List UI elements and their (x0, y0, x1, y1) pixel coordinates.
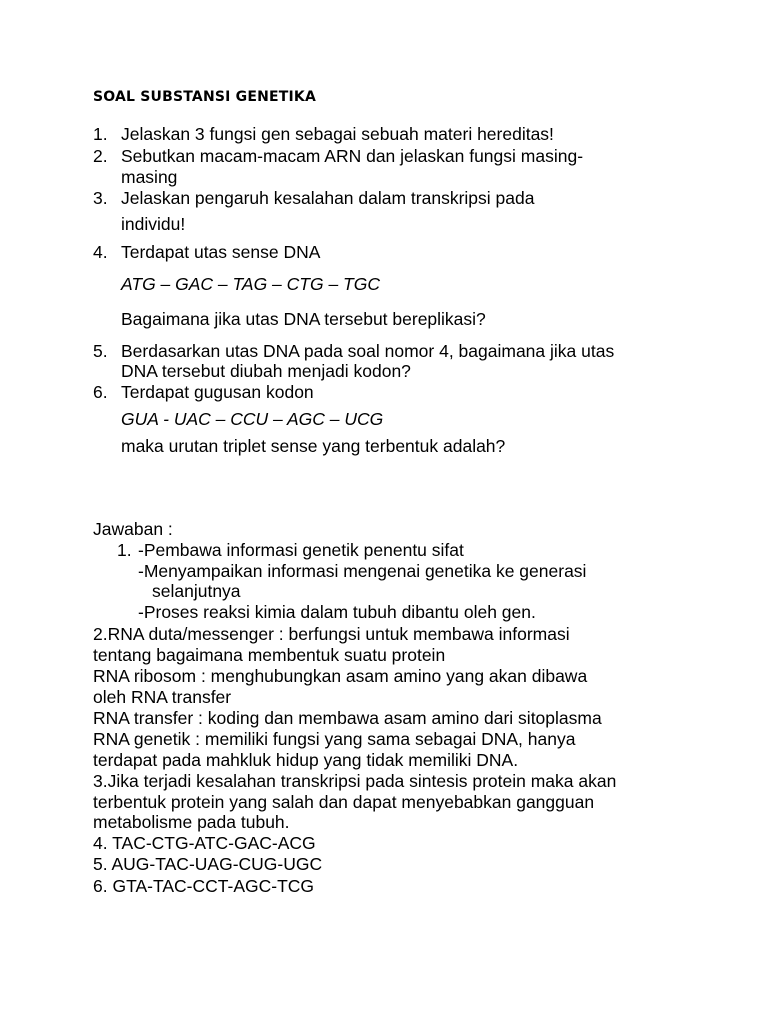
answer-2-line-2: tentang bagaimana membentuk suatu protein (93, 645, 446, 665)
answer-2-line-4: oleh RNA transfer (93, 687, 232, 707)
answer-2-line-1: 2.RNA duta/messenger : berfungsi untuk membawa informasi (93, 624, 570, 644)
answer-2-line-7: terdapat pada mahkluk hidup yang tidak memiliki DNA. (93, 750, 519, 770)
answer-1-line-1: -Pembawa informasi genetik penentu sifat (138, 540, 464, 560)
answer-1-line-3: selanjutnya (152, 581, 241, 601)
question-5-text-line-2: DNA tersebut diubah menjadi kodon? (121, 361, 411, 381)
question-3-text-line-2: individu! (121, 214, 186, 234)
question-4-text: Terdapat utas sense DNA (121, 242, 321, 262)
question-5-number: 5. (93, 341, 108, 361)
question-6-followup: maka urutan triplet sense yang terbentuk adalah? (121, 436, 506, 456)
answer-2-line-6: RNA genetik : memiliki fungsi yang sama sebagai DNA, hanya (93, 729, 576, 749)
question-2-number: 2. (93, 146, 108, 166)
answers-heading: Jawaban : (93, 519, 173, 539)
answer-3-line-2: terbentuk protein yang salah dan dapat menyebabkan gangguan (93, 792, 595, 812)
question-2-text-line-1: Sebutkan macam-macam ARN dan jelaskan fungsi masing- (121, 146, 584, 166)
question-4-number: 4. (93, 242, 108, 262)
question-3-number: 3. (93, 188, 108, 208)
question-6-number: 6. (93, 382, 108, 402)
answer-3-line-3: metabolisme pada tubuh. (93, 812, 290, 832)
question-6-codon-sequence: GUA - UAC – CCU – AGC – UCG (121, 409, 384, 429)
answer-4: 4. TAC-CTG-ATC-GAC-ACG (93, 833, 316, 853)
question-1-number: 1. (93, 124, 108, 144)
question-2-text-line-2: masing (121, 167, 178, 187)
question-4-dna-sequence: ATG – GAC – TAG – CTG – TGC (121, 274, 380, 294)
answer-2-line-3: RNA ribosom : menghubungkan asam amino yang akan dibawa (93, 666, 588, 686)
question-3-text-line-1: Jelaskan pengaruh kesalahan dalam transkripsi pada (121, 188, 535, 208)
question-4-followup: Bagaimana jika utas DNA tersebut bereplikasi? (121, 309, 486, 329)
answer-3-line-1: 3.Jika terjadi kesalahan transkripsi pada sintesis protein maka akan (93, 771, 617, 791)
answer-5: 5. AUG-TAC-UAG-CUG-UGC (93, 854, 323, 874)
question-5-text-line-1: Berdasarkan utas DNA pada soal nomor 4, bagaimana jika utas (121, 341, 615, 361)
question-1-text: Jelaskan 3 fungsi gen sebagai sebuah materi hereditas! (121, 124, 554, 144)
answer-6: 6. GTA-TAC-CCT-AGC-TCG (93, 876, 315, 896)
answer-1-number: 1. (117, 540, 132, 560)
answer-1-line-4: -Proses reaksi kimia dalam tubuh dibantu oleh gen. (138, 602, 536, 622)
answer-1-line-2: -Menyampaikan informasi mengenai genetika ke generasi (138, 561, 587, 581)
answer-2-line-5: RNA transfer : koding dan membawa asam amino dari sitoplasma (93, 708, 602, 728)
question-6-text: Terdapat gugusan kodon (121, 382, 314, 402)
document-title: SOAL SUBSTANSI GENETIKA (93, 89, 317, 105)
